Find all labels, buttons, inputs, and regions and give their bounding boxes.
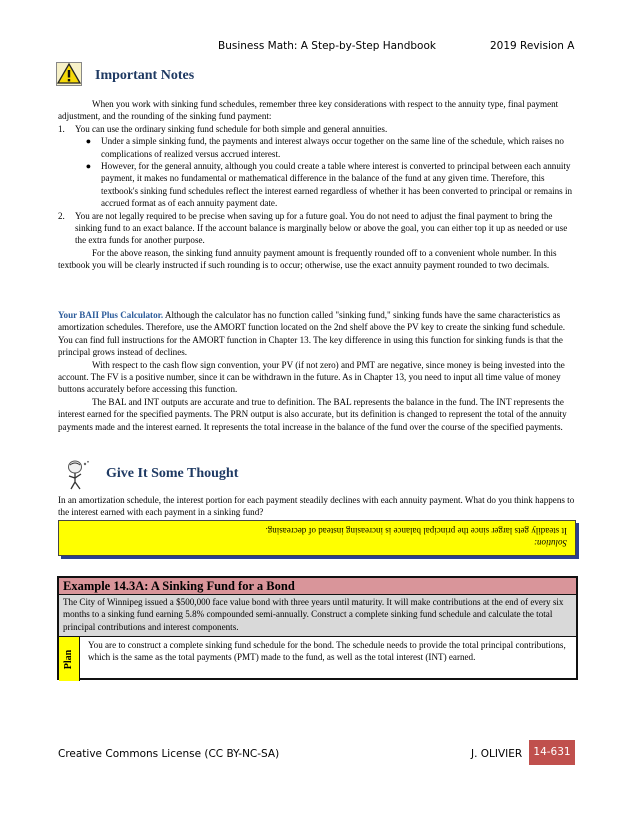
plan-label: Plan — [63, 649, 75, 669]
page-number-badge: 14-631 — [529, 740, 575, 765]
calculator-paragraph-2: With respect to the cash flow sign convention, your PV (if not zero) and PMT are negative, since money is being invested into the account. The FV is a positive number, since it can be withdrawn in the future. As in Chapter 13, you need to input all time value of money buttons accurately before accessing this function. — [58, 359, 565, 395]
solution-text: It steadily gets larger since the principal balance is increasing instead of decreasing. — [265, 526, 567, 536]
notes-bullet-2 — [76, 160, 578, 210]
footer-license: Creative Commons License (CC BY-NC-SA) — [58, 748, 280, 760]
calculator-paragraph-1: Although the calculator has no function called "sinking fund," sinking funds have the same characteristics as amortization schedules. Therefore, use the AMORT function located on the 2nd shelf above the PV key to create the sinking fund schedule. You can find full instructions for the AMORT function in Chapter 13. The key difference in using this function for sinking funds is that the principal grows instead of declines. — [58, 310, 566, 358]
important-notes-heading: Important Notes — [95, 68, 195, 83]
notes-item-2-number: 2. — [58, 210, 65, 221]
important-notes-body — [58, 98, 578, 272]
solution-box — [58, 520, 576, 556]
notes-intro: When you work with sinking fund schedules, remember three key considerations with respect to the annuity type, final payment adjustment, and the rounding of the sinking fund payment: — [58, 99, 559, 122]
footer-author: J. OLIVIER — [471, 748, 523, 760]
notes-item-1-text: You can use the ordinary sinking fund schedule for both simple and general annuities. — [75, 123, 388, 134]
calculator-label: Your BAII Plus Calculator. — [58, 310, 164, 320]
notes-bullet-1-text: Under a simple sinking fund, the payments and interest always occur together on the same line of the schedule, which raises no complications of realized versus accrued interest. — [101, 136, 564, 159]
bullet-icon: ● — [85, 161, 92, 172]
example-question: The City of Winnipeg issued a $500,000 face value bond with three years until maturity. It will make contributions at the end of every six months to a sinking fund earning 5.8% compounded semi-annually. Construct a complete sinking fund schedule and calculate the total principal contributions and interest components. — [59, 595, 576, 637]
header-revision: 2019 Revision A — [490, 40, 575, 52]
notes-item-2-text: You are not legally required to be precise when saving up for a future goal. You do not need to adjust the final payment to bring the sinking fund to an exact balance. If the account balance is marginally below or above the goal, you can either top it up as needed or use the extra funds for another purpose. — [75, 210, 568, 246]
thought-heading: Give It Some Thought — [106, 466, 239, 481]
notes-bullet-1 — [76, 135, 578, 160]
notes-item-2 — [58, 210, 578, 247]
calculator-paragraph-3: The BAL and INT outputs are accurate and true to definition. The BAL represents the balance in the fund. The INT represents the interest earned for the specified payments. The PRN output is also accurate, but its definition is changed to represent the total of the annuity payments made and the interest earned. It represents the total increase in the balance of the fund over the course of the specified payments. — [58, 396, 567, 432]
example-plan-row — [59, 637, 576, 681]
bullet-icon: ● — [85, 136, 92, 147]
calculator-section — [58, 309, 578, 433]
header-title: Business Math: A Step-by-Step Handbook — [218, 40, 436, 52]
warning-icon — [56, 62, 82, 91]
thinking-person-icon — [60, 460, 94, 495]
notes-item-1-number: 1. — [58, 123, 65, 134]
plan-text: You are to construct a complete sinking fund schedule for the bond. The schedule needs to provide the total principal contributions, which is the same as the total payments (PMT) made to the fund, as well as the total interest (INT) earned. — [88, 640, 566, 663]
solution-flipped — [59, 521, 575, 553]
notes-bullet-2-text: However, for the general annuity, although you could create a table where interest is converted to principal between each annuity payment, it makes no fundamental or mathematical difference in the balance of the fund at any given time. Therefore, this textbook's sinking fund schedules reflect the interest earned regardless of whether it has been converted to principal or remains in accrued format as of each annuity payment date. — [101, 161, 573, 209]
thought-question: In an amortization schedule, the interest portion for each payment steadily declines with each annuity payment. What do you think happens to the interest earned with each payment in a sinking fund? — [58, 495, 575, 518]
plan-tab — [59, 637, 80, 681]
example-box — [57, 576, 578, 680]
notes-closing: For the above reason, the sinking fund annuity payment amount is frequently rounded off to a convenient whole number. In this textbook you will be clearly instructed if such rounding is to occur; otherwise, use the exact annuity payment rounded to two decimals. — [58, 247, 557, 271]
solution-label: Solution: — [534, 538, 567, 548]
notes-item-1 — [58, 123, 578, 135]
example-title: Example 14.3A: A Sinking Fund for a Bond — [59, 578, 576, 595]
